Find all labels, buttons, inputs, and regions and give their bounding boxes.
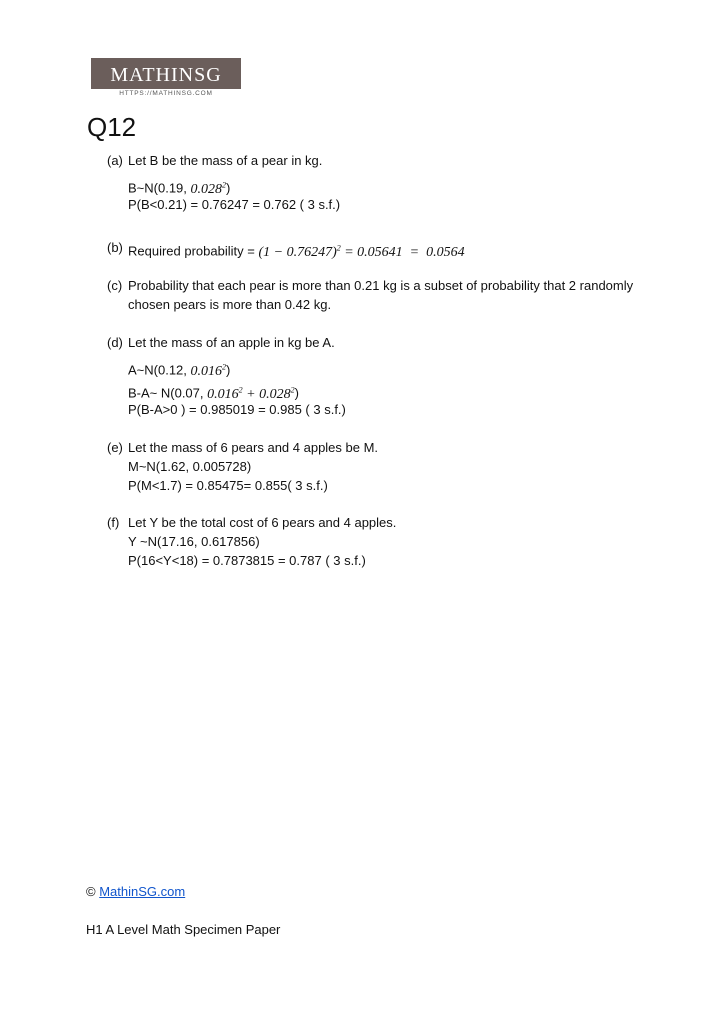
part-f-text2: Y ~N(17.16, 0.617856): [128, 534, 260, 549]
part-d-math-ba-1: 0.016: [207, 386, 239, 402]
part-d-text2-suffix: ): [226, 362, 231, 378]
part-c-text1: Probability that each pear is more than 0.21 kg is a subset of probability that 2 randomly: [128, 278, 634, 293]
part-e-text2: M~N(1.62, 0.005728): [128, 459, 252, 474]
part-f-label: (f): [107, 515, 120, 530]
part-d-math-ba-2: + 0.028: [242, 386, 291, 402]
part-c-text2: chosen pears is more than 0.42 kg.: [128, 297, 332, 312]
part-f-text3: P(16<Y<18) = 0.7873815 = 0.787 ( 3 s.f.): [128, 553, 366, 568]
part-a-math: [191, 182, 227, 197]
logo-url: HTTPS://MATHINSG.COM: [91, 89, 241, 98]
part-d-text3: [128, 382, 299, 403]
part-e-text1: Let the mass of 6 pears and 4 apples be M.: [128, 440, 379, 455]
part-f-text1: Let Y be the total cost of 6 pears and 4 apples.: [128, 515, 397, 530]
part-a-text2-prefix: B~N(0.19,: [128, 180, 191, 196]
part-d-text4: P(B-A>0 ) = 0.985019 = 0.985 ( 3 s.f.): [128, 402, 346, 417]
part-d-math-a-sup: 2: [222, 362, 227, 371]
part-d-text3-prefix: B-A~ N(0.07,: [128, 385, 208, 401]
logo-title: MATHINSG: [110, 64, 222, 86]
part-a-text1: Let B be the mass of a pear in kg.: [128, 153, 323, 168]
paper-title: H1 A Level Math Specimen Paper: [86, 922, 281, 937]
part-a-math-sup: 2: [222, 180, 227, 189]
part-c-label: (c): [107, 278, 123, 293]
part-b-sup: 2: [336, 243, 341, 252]
part-e-label: (e): [107, 440, 123, 455]
part-b-math: [258, 245, 464, 260]
copyright: [86, 884, 185, 900]
part-b-math2: = 0.05641 = 0.0564: [340, 244, 465, 260]
part-b-math1: (1 − 0.76247): [258, 244, 337, 260]
part-a-math-base: 0.028: [190, 181, 223, 197]
mathinsg-link[interactable]: MathinSG.com: [99, 884, 186, 899]
part-a-text2-suffix: ): [226, 180, 231, 196]
part-d-math-a: [191, 364, 227, 379]
part-d-math-ba-sup1: 2: [238, 385, 243, 394]
part-b-label: (b): [107, 240, 123, 255]
part-d-text1: Let the mass of an apple in kg be A.: [128, 335, 335, 350]
part-e-text3: P(M<1.7) = 0.85475= 0.855( 3 s.f.): [128, 478, 328, 493]
part-d-math-ba-sup2: 2: [290, 385, 295, 394]
copyright-symbol: ©: [86, 884, 96, 899]
mathinsg-logo: [91, 58, 241, 98]
part-d-label: (d): [107, 335, 123, 350]
part-d-text2: [128, 359, 230, 380]
part-a-label: (a): [107, 153, 123, 168]
part-d-math-ba: [207, 387, 294, 402]
part-b-prefix: Required probability =: [128, 243, 259, 259]
part-a-text3: P(B<0.21) = 0.76247 = 0.762 ( 3 s.f.): [128, 197, 341, 212]
part-d-math-a-base: 0.016: [190, 363, 223, 379]
question-title: Q12: [87, 112, 137, 142]
part-d-text2-prefix: A~N(0.12,: [128, 362, 191, 378]
part-d-text3-suffix: ): [294, 385, 299, 401]
part-b-text: [128, 240, 465, 261]
part-a-text2: [128, 177, 230, 198]
